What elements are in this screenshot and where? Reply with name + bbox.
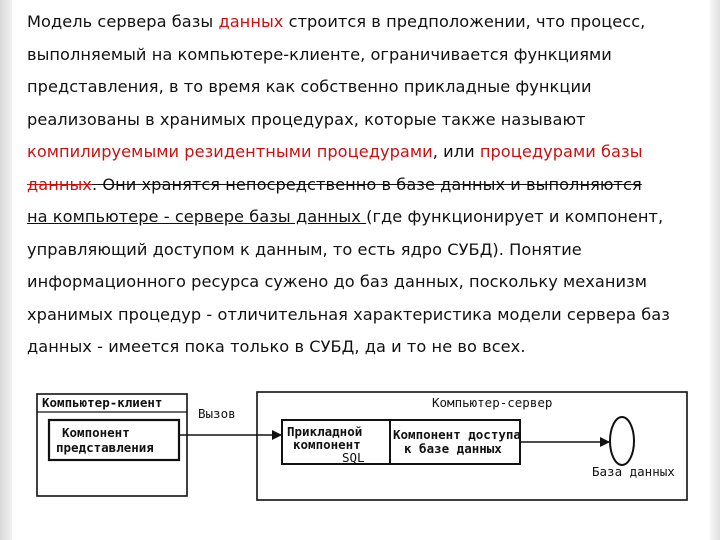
access-component-label-2: к базе данных: [404, 441, 502, 456]
paragraph-line: [27, 201, 699, 234]
paragraph-line: выполняемый на компьютере-клиенте, ограничивается функциями: [27, 44, 612, 64]
text-fragment: Модель сервера базы: [27, 12, 219, 31]
presentation-component-label-2: представления: [56, 440, 154, 455]
text-fragment: , или: [432, 142, 480, 161]
text-fragment: . Они хранятся непосредственно в базе данных и выполняются: [91, 174, 642, 194]
paragraph-line: информационного ресурса сужено до баз данных, поскольку механизм: [27, 272, 648, 291]
highlighted-term: процедурами базы: [479, 142, 643, 161]
presentation-component-label-1: Компонент: [62, 425, 130, 440]
client-server-diagram: [32, 362, 694, 537]
call-label: Вызов: [198, 406, 236, 421]
highlighted-term: компилируемыми резидентными процедурами: [27, 142, 433, 161]
paragraph-line: представления, в то время как собственно прикладные функции: [27, 77, 592, 96]
highlighted-term: данных: [27, 174, 92, 194]
highlighted-term: данных: [218, 12, 284, 31]
access-component-label-1: Компонент доступа: [393, 427, 521, 442]
database-ellipse: [610, 417, 634, 465]
database-label: База данных: [592, 464, 675, 479]
text-fragment: строится в предположении, что процесс,: [283, 12, 646, 31]
right-decorative-bar: [710, 0, 720, 540]
paragraph-line: данных - имеется пока только в СУБД, да и то не во всех.: [27, 337, 526, 356]
call-arrow-head: [272, 430, 282, 440]
database-arrow-head: [600, 437, 610, 447]
client-computer-label: Компьютер-клиент: [42, 395, 163, 410]
server-computer-label: Компьютер-сервер: [432, 395, 553, 410]
paragraph-line: [27, 136, 699, 169]
sql-label: SQL: [342, 450, 365, 465]
paragraph-line: [27, 169, 699, 202]
paragraph-line: [27, 6, 699, 39]
paragraph-line: реализованы в хранимых процедурах, которые также называют: [27, 109, 586, 129]
left-decorative-bar: [0, 0, 12, 540]
underlined-fragment: на компьютере - сервере базы данных: [27, 207, 367, 226]
text-fragment: (где функционирует и компонент,: [366, 207, 664, 226]
application-component-label-2: компонент: [293, 437, 361, 452]
description-paragraph: [27, 6, 699, 364]
paragraph-line: управляющий доступом к данным, то есть ядро СУБД). Понятие: [27, 239, 582, 259]
application-component-label-1: Прикладной: [287, 424, 363, 439]
paragraph-line: хранимых процедур - отличительная характеристика модели сервера баз: [27, 304, 670, 324]
